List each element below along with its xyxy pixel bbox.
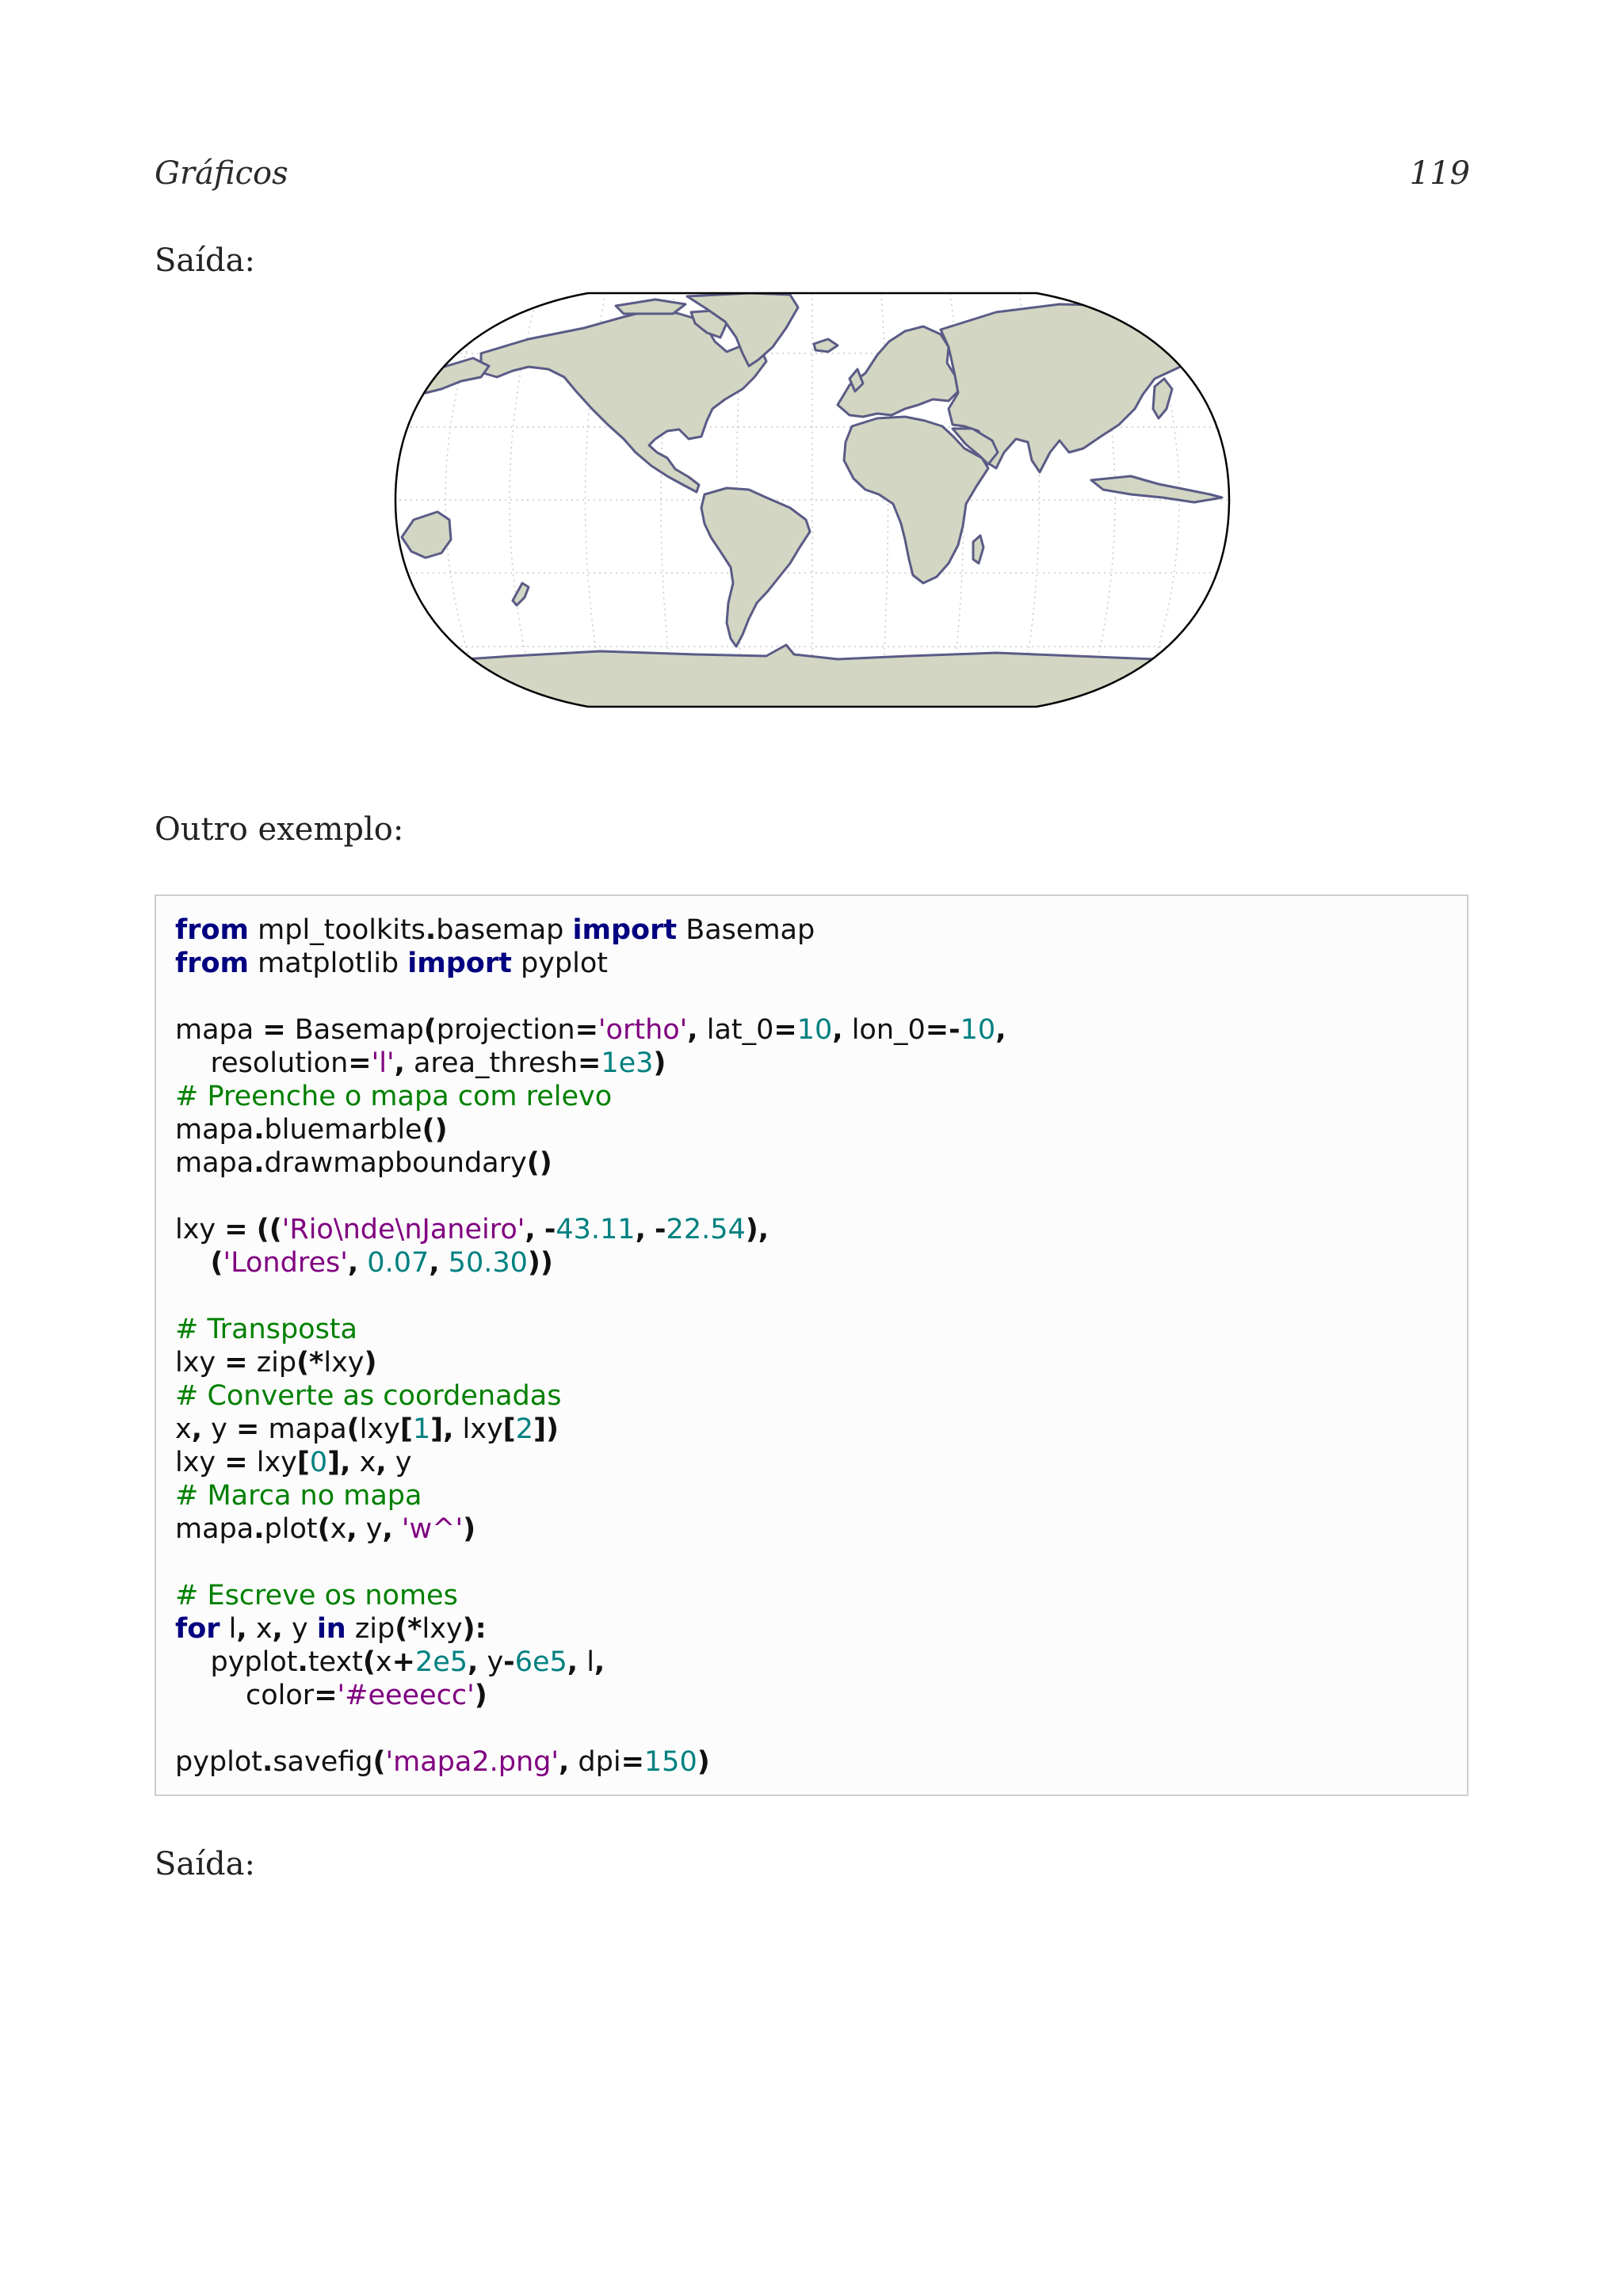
code-token: , bbox=[347, 1247, 359, 1279]
code-token: , bbox=[594, 1646, 605, 1678]
code-token: lxy bbox=[323, 1347, 365, 1379]
code-token bbox=[440, 1247, 449, 1279]
code-token: y bbox=[357, 1513, 383, 1545]
code-token: = bbox=[224, 1347, 248, 1379]
code-token: , bbox=[376, 1447, 387, 1478]
code-token: ( bbox=[362, 1646, 376, 1678]
code-token: . bbox=[254, 1114, 265, 1146]
code-token bbox=[536, 1214, 544, 1245]
code-line bbox=[175, 1146, 1006, 1180]
world-map-figure bbox=[394, 290, 1231, 710]
code-token: lxy bbox=[247, 1447, 297, 1478]
code-token: lxy bbox=[175, 1447, 225, 1478]
code-token: , bbox=[558, 1746, 570, 1778]
code-token: for bbox=[175, 1613, 220, 1645]
code-token: matplotlib bbox=[249, 948, 408, 979]
code-token: area_thresh bbox=[404, 1047, 579, 1079]
code-token: () bbox=[422, 1114, 448, 1146]
code-token: = bbox=[578, 1047, 601, 1079]
code-token: ], bbox=[430, 1413, 454, 1445]
code-token: import bbox=[572, 914, 678, 946]
code-token: 'ortho' bbox=[598, 1014, 688, 1046]
page-number: 119 bbox=[1409, 155, 1470, 192]
code-token: pyplot bbox=[511, 948, 608, 979]
code-token: 2 bbox=[515, 1413, 533, 1445]
code-token: y bbox=[478, 1646, 504, 1678]
code-token: () bbox=[526, 1147, 552, 1179]
code-token: , bbox=[567, 1646, 579, 1678]
code-line bbox=[175, 1446, 1006, 1479]
code-token: pyplot bbox=[175, 1746, 263, 1778]
code-token: l bbox=[578, 1646, 594, 1678]
code-token: lxy bbox=[453, 1413, 503, 1445]
code-token: (* bbox=[296, 1347, 324, 1379]
code-token: from bbox=[175, 948, 250, 979]
code-token: - bbox=[544, 1214, 556, 1245]
code-token: mapa bbox=[175, 1014, 263, 1046]
code-token: import bbox=[407, 948, 512, 979]
code-token: [ bbox=[502, 1413, 516, 1445]
code-line bbox=[175, 1679, 1006, 1712]
code-line bbox=[175, 980, 1006, 1013]
code-token: ) bbox=[463, 1513, 476, 1545]
code-token: pyplot bbox=[175, 1646, 298, 1678]
code-token: , bbox=[832, 1014, 843, 1046]
code-token: - bbox=[503, 1646, 515, 1678]
code-token: ( bbox=[372, 1746, 386, 1778]
code-line bbox=[175, 1313, 1006, 1346]
code-token: . bbox=[254, 1147, 265, 1179]
code-token: ) bbox=[653, 1047, 666, 1079]
code-token: 'mapa2.png' bbox=[385, 1746, 559, 1778]
code-token: y bbox=[202, 1413, 236, 1445]
code-token: ( bbox=[346, 1413, 360, 1445]
another-example-label: Outro exemplo: bbox=[155, 811, 404, 848]
code-token: ], bbox=[327, 1447, 351, 1478]
code-token: ( bbox=[423, 1014, 437, 1046]
code-token: 'Londres' bbox=[223, 1247, 348, 1279]
code-token: , bbox=[687, 1014, 698, 1046]
code-token: lat_0 bbox=[697, 1014, 774, 1046]
code-token: = bbox=[314, 1680, 338, 1711]
code-token: Basemap bbox=[285, 1014, 424, 1046]
code-token: . bbox=[262, 1746, 273, 1778]
code-token: 0.07 bbox=[367, 1247, 430, 1279]
code-line bbox=[175, 1280, 1006, 1313]
code-token: 150 bbox=[643, 1746, 697, 1778]
code-token: ): bbox=[462, 1613, 487, 1645]
code-token: 'l' bbox=[371, 1047, 395, 1079]
code-token bbox=[248, 1214, 257, 1245]
code-token: (* bbox=[395, 1613, 422, 1645]
code-line bbox=[175, 1013, 1006, 1047]
code-token: ( bbox=[210, 1247, 223, 1279]
code-token: Basemap bbox=[677, 914, 815, 946]
code-token: )) bbox=[527, 1247, 553, 1279]
code-token: resolution bbox=[175, 1047, 349, 1079]
code-token: + bbox=[391, 1646, 415, 1678]
code-token: , bbox=[468, 1646, 479, 1678]
code-token: zip bbox=[247, 1347, 297, 1379]
code-token bbox=[646, 1214, 655, 1245]
code-line bbox=[175, 1612, 1006, 1646]
code-line bbox=[175, 1379, 1006, 1413]
code-token: 'w^' bbox=[401, 1513, 464, 1545]
code-line bbox=[175, 1213, 1006, 1246]
code-token: # Converte as coordenadas bbox=[175, 1380, 562, 1412]
code-token: text bbox=[307, 1646, 363, 1678]
code-token: x bbox=[375, 1646, 392, 1678]
code-token: mapa bbox=[175, 1513, 254, 1545]
code-line bbox=[175, 1512, 1006, 1546]
code-token: ) bbox=[697, 1746, 710, 1778]
section-title: Gráficos bbox=[155, 155, 288, 192]
code-token: x bbox=[175, 1413, 192, 1445]
code-token: bluemarble bbox=[264, 1114, 422, 1146]
code-token: dpi bbox=[569, 1746, 621, 1778]
code-line bbox=[175, 1479, 1006, 1512]
code-token: , bbox=[272, 1613, 283, 1645]
code-token: [ bbox=[399, 1413, 413, 1445]
code-block bbox=[175, 913, 1006, 1779]
code-token bbox=[358, 1247, 367, 1279]
code-token: 1 bbox=[412, 1413, 431, 1445]
code-token: ), bbox=[745, 1214, 769, 1245]
code-token: mapa bbox=[259, 1413, 347, 1445]
code-line bbox=[175, 1579, 1006, 1612]
code-token: savefig bbox=[273, 1746, 373, 1778]
code-token: = bbox=[224, 1447, 248, 1478]
code-token: 6e5 bbox=[514, 1646, 567, 1678]
code-token: l bbox=[220, 1613, 237, 1645]
code-token: , bbox=[191, 1413, 203, 1445]
code-line bbox=[175, 1413, 1006, 1446]
output-label-1: Saída: bbox=[155, 242, 255, 279]
code-token: '#eeeecc' bbox=[337, 1680, 475, 1711]
code-line bbox=[175, 947, 1006, 980]
code-token: 2e5 bbox=[414, 1646, 468, 1678]
code-token: = bbox=[224, 1214, 248, 1245]
code-token: = bbox=[235, 1413, 260, 1445]
code-token: lon_0 bbox=[842, 1014, 926, 1046]
code-token: . bbox=[297, 1646, 308, 1678]
code-token: y bbox=[386, 1447, 412, 1478]
code-token: ) bbox=[364, 1347, 377, 1379]
code-token: 1e3 bbox=[601, 1047, 654, 1079]
code-token: ) bbox=[474, 1680, 487, 1711]
code-token: 22.54 bbox=[666, 1214, 746, 1245]
code-line bbox=[175, 1745, 1006, 1779]
code-line bbox=[175, 1546, 1006, 1579]
code-token: , bbox=[635, 1214, 646, 1245]
code-token: , bbox=[382, 1513, 393, 1545]
code-line bbox=[175, 1113, 1006, 1146]
code-token: = bbox=[575, 1014, 598, 1046]
code-line bbox=[175, 1047, 1006, 1080]
code-token: lxy bbox=[359, 1413, 400, 1445]
code-token: 10 bbox=[796, 1014, 833, 1046]
code-token: = bbox=[348, 1047, 372, 1079]
code-token: 'Rio\nde\nJaneiro' bbox=[281, 1214, 525, 1245]
code-line bbox=[175, 1346, 1006, 1379]
code-token: mapa bbox=[175, 1147, 254, 1179]
code-token: (( bbox=[256, 1214, 282, 1245]
code-token: zip bbox=[346, 1613, 395, 1645]
code-line bbox=[175, 1246, 1006, 1280]
code-token: 43.11 bbox=[556, 1214, 636, 1245]
code-token: - bbox=[655, 1214, 666, 1245]
code-token: ]) bbox=[533, 1413, 559, 1445]
code-listing bbox=[155, 894, 1468, 1796]
code-token: =- bbox=[925, 1014, 960, 1046]
code-token: lxy bbox=[422, 1613, 463, 1645]
code-token: # Transposta bbox=[175, 1314, 357, 1345]
code-token: , bbox=[394, 1047, 405, 1079]
code-token: ( bbox=[317, 1513, 330, 1545]
code-line bbox=[175, 1080, 1006, 1113]
code-token: y bbox=[282, 1613, 317, 1645]
code-token: lxy bbox=[175, 1347, 225, 1379]
code-token: projection bbox=[436, 1014, 575, 1046]
code-token: . bbox=[254, 1513, 265, 1545]
output-label-2: Saída: bbox=[155, 1846, 255, 1882]
code-token: x bbox=[350, 1447, 376, 1478]
code-token: , bbox=[525, 1214, 536, 1245]
code-token bbox=[175, 1247, 211, 1279]
code-token: , bbox=[346, 1513, 357, 1545]
code-token: = bbox=[621, 1746, 644, 1778]
code-token: x bbox=[246, 1613, 273, 1645]
code-line bbox=[175, 1646, 1006, 1679]
code-line bbox=[175, 1712, 1006, 1745]
code-token: lxy bbox=[175, 1214, 225, 1245]
code-token: basemap bbox=[436, 914, 573, 946]
running-head bbox=[155, 155, 1470, 192]
code-token: , bbox=[429, 1247, 440, 1279]
code-token: plot bbox=[264, 1513, 318, 1545]
code-line bbox=[175, 913, 1006, 947]
code-token: . bbox=[425, 914, 437, 946]
code-token: # Marca no mapa bbox=[175, 1480, 422, 1512]
code-token: 0 bbox=[309, 1447, 328, 1478]
code-token: = bbox=[262, 1014, 286, 1046]
code-token: , bbox=[995, 1014, 1006, 1046]
code-line bbox=[175, 1180, 1006, 1213]
code-token: color bbox=[175, 1680, 315, 1711]
code-token: = bbox=[773, 1014, 797, 1046]
code-token: , bbox=[236, 1613, 247, 1645]
code-token: 10 bbox=[960, 1014, 996, 1046]
code-token: # Preenche o mapa com relevo bbox=[175, 1081, 613, 1112]
code-token: in bbox=[316, 1613, 346, 1645]
code-token: from bbox=[175, 914, 250, 946]
code-token: mpl_toolkits bbox=[249, 914, 426, 946]
code-token: [ bbox=[296, 1447, 310, 1478]
robinson-world-map bbox=[394, 290, 1231, 710]
code-token bbox=[393, 1513, 402, 1545]
code-token: # Escreve os nomes bbox=[175, 1580, 458, 1611]
code-token: 50.30 bbox=[448, 1247, 528, 1279]
code-token: mapa bbox=[175, 1114, 254, 1146]
code-token: drawmapboundary bbox=[264, 1147, 527, 1179]
code-token: x bbox=[330, 1513, 347, 1545]
